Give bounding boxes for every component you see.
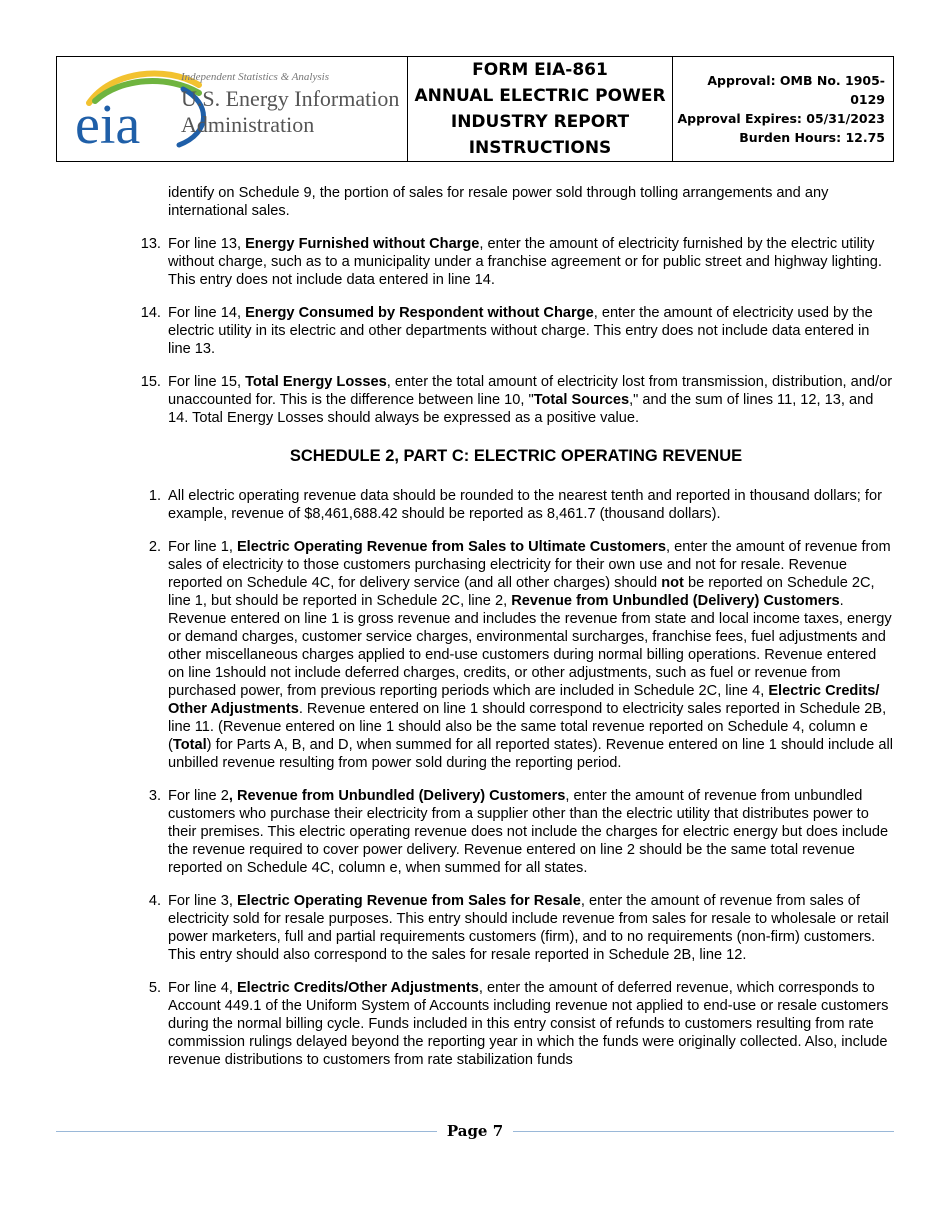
list-item: 14. For line 14, Energy Consumed by Respondent without Charge, enter the amount of electricity used by the electric utility in its electric and other departments without charge. This entry does not include data entered in line 13. xyxy=(140,305,873,357)
form-title-line: FORM EIA-861 xyxy=(472,60,608,80)
agency-name-block xyxy=(181,71,399,138)
approval-cell xyxy=(673,57,893,161)
agency-name-line2: Administration xyxy=(181,112,315,137)
item-number: 4. xyxy=(148,893,161,909)
continued-paragraph: identify on Schedule 9, the portion of sales for resale power sold through tolling arrangements and any international sales. xyxy=(168,185,829,219)
form-title-line: ANNUAL ELECTRIC POWER xyxy=(414,86,666,106)
form-title-line: INSTRUCTIONS xyxy=(468,138,612,158)
form-header xyxy=(56,56,894,162)
logo-cell xyxy=(57,57,408,161)
list-item: 1. All electric operating revenue data should be rounded to the nearest tenth and reported in thousand dollars; for example, revenue of $8,461,688.42 should be reported as 8,461.7 (thousand dollars). xyxy=(139,487,893,523)
item-number: 15. xyxy=(140,374,161,390)
form-title-cell xyxy=(408,57,673,161)
section-heading: SCHEDULE 2, PART C: ELECTRIC OPERATING REVENUE xyxy=(289,447,743,465)
page-number: Page 7 xyxy=(56,1122,894,1140)
form-title-line: INDUSTRY REPORT xyxy=(450,112,630,132)
agency-tagline: Independent Statistics & Analysis xyxy=(181,71,329,83)
instructions-body xyxy=(139,184,893,1069)
approval-expires: Approval Expires: 05/31/2023 xyxy=(677,111,885,126)
list-item: 5. For line 4, Electric Credits/Other Adjustments, enter the amount of deferred revenue, which corresponds to Account 449.1 of the Uniform System of Accounts including revenue not applied to end-use or resale customers during the normal billing cycle. Funds included in this entry consist of refunds to customers resulting from rate commission rulings delayed beyond the reporting year in which the funds were originally collected. Also, include revenue distributions to customers from rate stabilization funds xyxy=(139,979,893,1069)
item-number: 3. xyxy=(148,788,161,804)
list-item: 15. For line 15, Total Energy Losses, enter the total amount of electricity lost from transmission, distribution, and/or unaccounted for. This is the difference between line 10, "Total Sources," and the sum of lines 11, 12, 13, and 14. Total Energy Losses should always be expressed as a positive value. xyxy=(140,374,893,426)
item-number: 2. xyxy=(148,539,161,555)
omb-approval: Approval: OMB No. 1905-0129 xyxy=(707,73,885,107)
list-item: 4. For line 3, Electric Operating Revenue from Sales for Resale, enter the amount of revenue from sales of electricity sold for resale purposes. This entry should include revenue from sales for resale to wholesale or retail power marketers, full and partial requirements customers (firm), and to no requirements (non-firm) customers. This entry should also correspond to the sales for resale reported in Schedule 2B, line 12. xyxy=(139,892,893,964)
burden-hours: Burden Hours: 12.75 xyxy=(739,130,885,145)
agency-name-line1: U.S. Energy Information xyxy=(181,86,400,111)
logo-text: eia xyxy=(75,94,141,155)
item-number: 1. xyxy=(148,488,161,504)
list-item: 2. For line 1, Electric Operating Revenue from Sales to Ultimate Customers, enter the amount of revenue from sales of electricity to those customers purchasing electricity for their own use and not for resale. Revenue reported on Schedule 4C, for delivery service (and all other charges) should not be reported on Schedule 2C, line 1, but should be reported in Schedule 2C, line 2, Revenue from Unbundled (Delivery) Customers. Revenue entered on line 1 is gross revenue and includes the revenue from state and local income taxes, energy or demand charges, customer service charges, environmental surcharges, franchise fees, fuel adjustments and other miscellaneous charges applied to end-use customers during normal billing operations. Revenue entered on line 1should not include deferred charges, credits, or other adjustments, such as fuel or revenue from purchased power, from previous reporting periods which are included in Schedule 2C, line 4, Electric Credits/ Other Adjustments. Revenue entered on line 1 should correspond to electricity sales reported in Schedule 2B, line 11. (Revenue entered on line 1 should also be the same total revenue reported on Schedule 4, column e (Total) for Parts A, B, and D, when summed for all reported states). Revenue entered on line 1 should include all unbilled revenue resulting from power sold during the reporting period. xyxy=(139,538,893,772)
list-item: 3. For line 2, Revenue from Unbundled (Delivery) Customers, enter the amount of revenue from unbundled customers who purchase their electricity from a supplier other than the electric utility that distributes power to their premises. This electric operating revenue does not include the charges for electric energy but does include the revenue required to cover power delivery. Revenue entered on line 2 should be the same total revenue reported on Schedule 4C, column e, when summed for all states. xyxy=(139,787,893,877)
page-footer xyxy=(56,1120,894,1144)
item-number: 13. xyxy=(140,236,161,252)
list-item: 13. For line 13, Energy Furnished without Charge, enter the amount of electricity furnished by the electric utility without charge, such as to a municipality under a franchise agreement or for public street and highway lighting. This entry does not include data entered in line 14. xyxy=(140,236,882,288)
item-number: 5. xyxy=(148,980,161,996)
item-number: 14. xyxy=(140,305,161,321)
